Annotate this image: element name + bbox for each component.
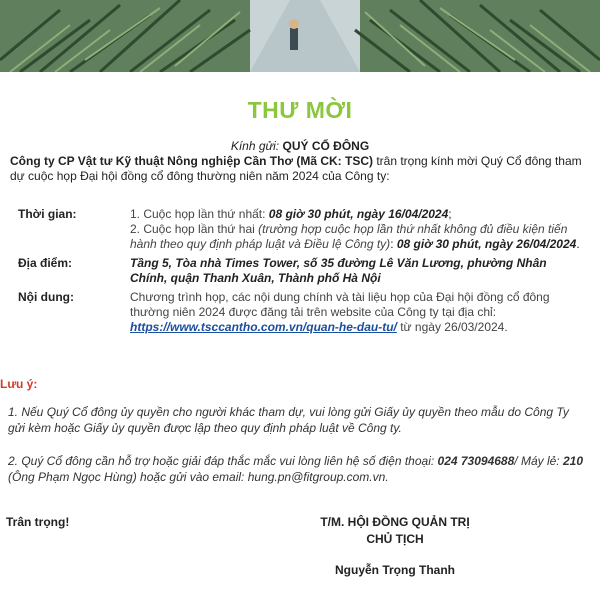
intro-paragraph: [10, 154, 585, 184]
note2-text-b: / Máy lẻ:: [514, 454, 563, 468]
note2-text-c: (Ông Phạm Ngọc Hùng) hoặc gửi vào email:: [8, 470, 248, 484]
greeting-prefix: Kính gửi:: [230, 139, 280, 153]
time-value: [130, 207, 586, 256]
time-line2-note: (trường hợp cuộc họp lần thứ nhất không đủ điều kiện tiến hành theo quy định pháp luật và Điều lệ Công ty): [130, 222, 568, 251]
location-label: Địa điểm:: [18, 256, 73, 270]
page-title: THƯ MỜI: [247, 97, 353, 123]
time-line2-value: 08 giờ 30 phút, ngày 26/04/2024: [396, 237, 577, 251]
content-suffix: từ ngày 26/03/2024.: [396, 320, 508, 334]
note2-text-d: .: [385, 470, 389, 484]
location-row: [14, 256, 586, 290]
time-line1-prefix: 1. Cuộc họp lần thứ nhất:: [130, 207, 269, 221]
content-label: Nội dung:: [18, 290, 74, 304]
time-line1-suffix: ;: [448, 207, 452, 221]
investor-relations-link[interactable]: https://www.tsccantho.com.vn/quan-he-dau-tu/: [130, 320, 397, 334]
note-2: [8, 453, 588, 485]
time-line1-value: 08 giờ 30 phút, ngày 16/04/2024: [268, 207, 449, 221]
note-1: 1. Nếu Quý Cổ đông ủy quyền cho người khác tham dự, vui lòng gửi Giấy ủy quyền theo mẫu do Công Ty gửi kèm hoặc Giấy ủy quyền được lập theo quy định pháp luật về Công ty.: [8, 405, 569, 435]
support-email[interactable]: hung.pn@fitgroup.com.vn: [247, 470, 386, 484]
signatory-name: Nguyễn Trọng Thanh: [335, 563, 455, 577]
note2-text-a: 2. Quý Cổ đông cần hỗ trợ hoặc giải đáp thắc mắc vui lòng liên hệ số điện thoại:: [8, 454, 438, 468]
time-line2-colon: :: [390, 237, 397, 251]
meeting-info-table: [14, 207, 586, 339]
notes-title: Lưu ý:: [0, 377, 38, 391]
support-extension: 210: [562, 454, 583, 468]
content-text: Chương trình họp, các nội dung chính và tài liệu họp của Đại hội đồng cổ đông thường niên 2024 được đăng tải trên website của Công ty tại địa chỉ:: [130, 290, 550, 319]
greeting-recipient: QUÝ CỔ ĐÔNG: [282, 139, 370, 153]
time-row: [14, 207, 586, 256]
header-banner-image: [0, 0, 600, 72]
content-row: [14, 290, 586, 339]
time-line2-prefix: 2. Cuộc họp lần thứ hai: [130, 222, 259, 236]
board-title: T/M. HỘI ĐỒNG QUẢN TRỊ: [320, 515, 470, 529]
support-phone: 024 73094688: [437, 454, 515, 468]
chairman-role: CHỦ TỊCH: [366, 532, 424, 546]
closing-regards: Trân trọng!: [6, 515, 70, 529]
time-label: Thời gian:: [18, 207, 77, 221]
greeting-line: [0, 139, 600, 153]
time-line-2: [130, 222, 586, 252]
location-value: Tầng 5, Tòa nhà Times Tower, số 35 đường Lê Văn Lương, phường Nhân Chính, quận Thanh Xuân, Thành phố Hà Nội: [130, 256, 547, 285]
time-line-1: [130, 207, 586, 222]
company-name: Công ty CP Vật tư Kỹ thuật Nông nghiệp Cần Thơ (Mã CK: TSC): [10, 154, 373, 168]
time-line2-suffix: .: [576, 237, 580, 251]
intro-text: trân trọng kính mời Quý Cổ đông tham dự cuộc họp Đại hội đồng cổ đông thường niên năm 2024 của Công ty:: [10, 154, 582, 183]
